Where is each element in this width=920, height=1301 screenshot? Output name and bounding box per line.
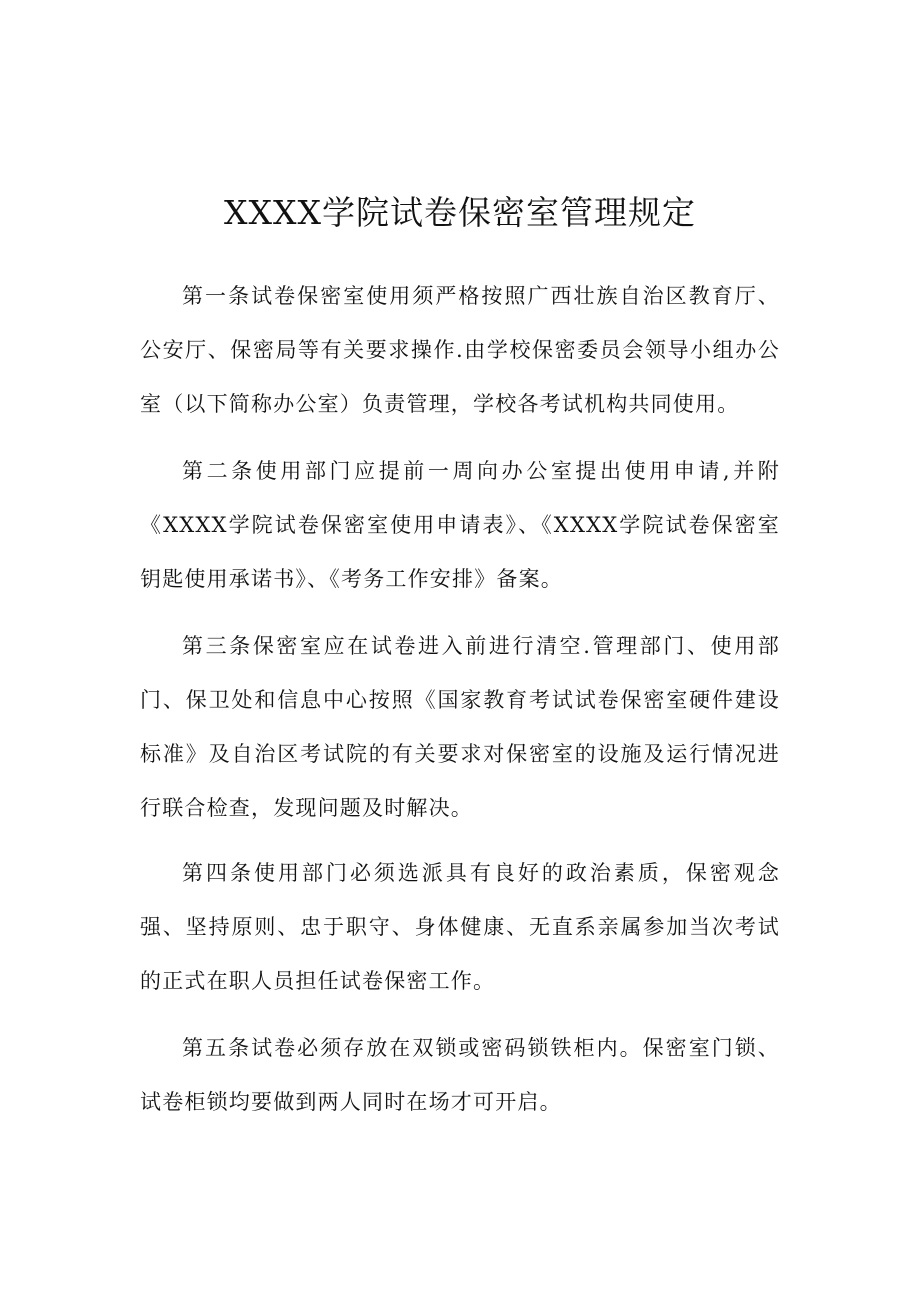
- article-1: 第一条试卷保密室使用须严格按照广西壮族自治区教育厅、公安厅、保密局等有关要求操作.由学校保密委员会领导小组办公室（以下简称办公室）负责管理，学校各考试机构共同使用。: [140, 284, 780, 416]
- article-4: 第四条使用部门必须选派具有良好的政治素质，保密观念强、坚持原则、忠于职守、身体健康、无直系亲属参加当次考试的正式在职人员担任试卷保密工作。: [140, 861, 780, 993]
- article-2: 第二条使用部门应提前一周向办公室提出使用申请,并附《XXXX学院试卷保密室使用申请表》、《XXXX学院试卷保密室钥匙使用承诺书》、《考务工作安排》备案。: [140, 459, 780, 591]
- article-5: 第五条试卷必须存放在双锁或密码锁铁柜内。保密室门锁、试卷柜锁均要做到两人同时在场才可开启。: [140, 1036, 780, 1114]
- document-title: XXXX学院试卷保密室管理规定: [224, 193, 696, 232]
- article-3: 第三条保密室应在试卷进入前进行清空.管理部门、使用部门、保卫处和信息中心按照《国家教育考试试卷保密室硬件建设标准》及自治区考试院的有关要求对保密室的设施及运行情况进行联合检查，发现问题及时解决。: [140, 634, 780, 820]
